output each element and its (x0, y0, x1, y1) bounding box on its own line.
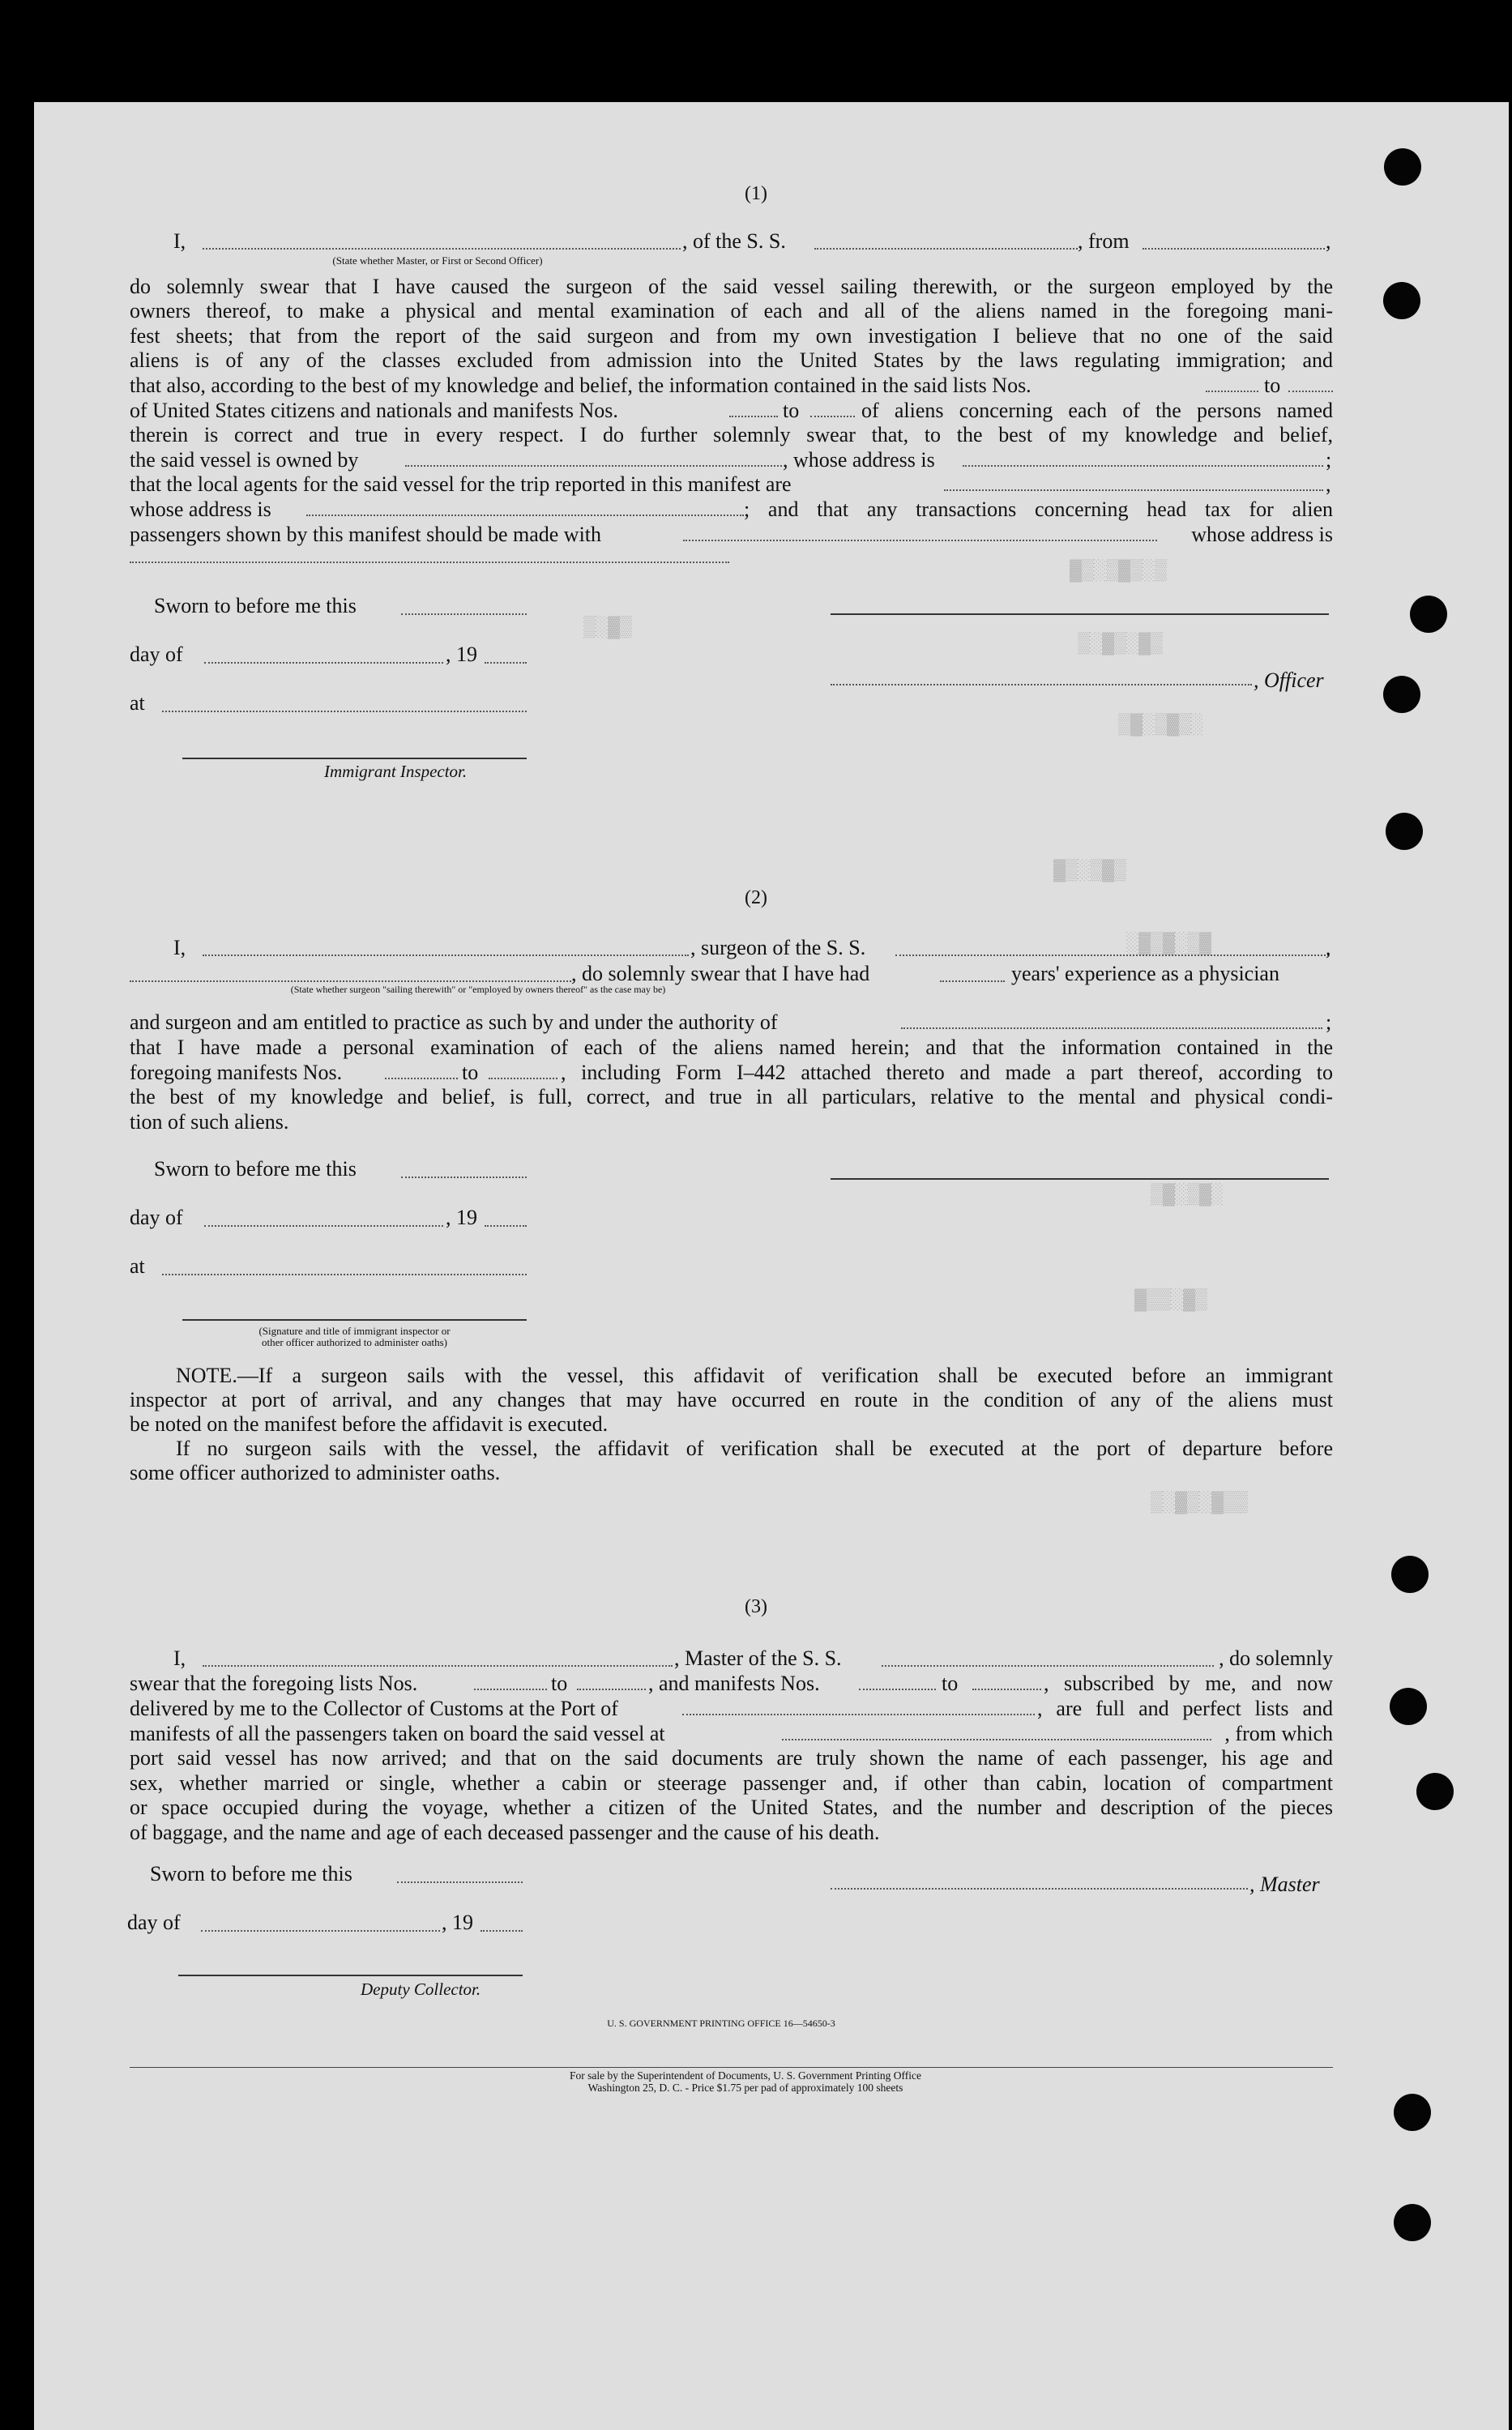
s1-line-5: that also, according to the best of my knowledge and belief, the information contained in the said lists Nos. (130, 374, 1031, 397)
s2-to: to (462, 1061, 479, 1084)
s3-master-label-sig: , Master (1249, 1873, 1320, 1896)
s1-head-tax: ; and that any transactions concerning head tax for alien (744, 498, 1333, 521)
s2-manifests-from-line (385, 1078, 458, 1079)
s2-note-3: be noted on the manifest before the affidavit is executed. (130, 1412, 609, 1436)
s2-including: , including Form I–442 attached thereto and made a part thereof, according to (561, 1061, 1333, 1084)
sale-notice-2: Washington 25, D. C. - Price $1.75 per pad of approximately 100 sheets (587, 2082, 903, 2094)
s2-sworn-line (401, 1177, 527, 1178)
s1-whose-address-2: whose address is (1191, 523, 1333, 546)
s2-sig-note-2: other officer authorized to administer oaths) (262, 1336, 447, 1348)
s3-lists-label: swear that the foregoing lists Nos. (130, 1672, 418, 1695)
s1-lists-from-line (1206, 391, 1258, 392)
s3-vessel-line (882, 1665, 1214, 1667)
s1-day-line (204, 662, 443, 664)
punch-hole (1383, 676, 1420, 713)
punch-hole (1394, 2204, 1431, 2241)
s3-sworn-label: Sworn to before me this (150, 1862, 352, 1885)
s1-at-line (162, 711, 527, 712)
s3-day-line (201, 1930, 440, 1932)
s3-swear-label: , do solemnly (1219, 1646, 1333, 1670)
punch-hole (1391, 1556, 1429, 1593)
s3-master-signature-line (831, 1888, 1248, 1890)
footer-rule (130, 2067, 1333, 2068)
s2-sworn-label: Sworn to before me this (154, 1157, 357, 1181)
s3-manifests-to: to (942, 1672, 959, 1695)
s2-note-5: some officer authorized to administer oaths. (130, 1461, 501, 1484)
s2-note-2: inspector at port of arrival, and any changes that may have occurred en route in the condition of any of the aliens must (130, 1388, 1333, 1411)
s2-note-1: NOTE.—If a surgeon sails with the vessel, this affidavit of verification shall be executed before an immigrant (176, 1364, 1333, 1387)
punch-hole (1384, 148, 1421, 186)
s1-vessel-line (814, 248, 1078, 250)
s3-line-1: port said vessel has now arrived; and that on the said documents are truly shown the name of each passenger, his age and (130, 1746, 1333, 1770)
s2-line-4: the best of my knowledge and belief, is full, correct, and true in all particulars, relative to the mental and physical condi- (130, 1085, 1333, 1108)
section-2-number: (2) (745, 887, 767, 908)
s1-agent-address-line (306, 515, 744, 516)
punch-hole (1383, 282, 1420, 319)
s1-hint: (State whether Master, or First or Second Officer) (332, 254, 543, 267)
section-1-number: (1) (745, 183, 767, 204)
s2-year-label: , 19 (446, 1206, 477, 1229)
section-3-number: (3) (745, 1596, 767, 1617)
s1-line-9: that the local agents for the said vessel for the trip reported in this manifest are (130, 472, 792, 496)
s3-line-2: sex, whether married or single, whether a cabin or steerage passenger and, if other than cabin, location of compartment (130, 1771, 1333, 1795)
s1-semicolon: ; (1326, 448, 1332, 472)
s3-year-line (481, 1930, 523, 1932)
s2-swear-label: , do solemnly swear that I have had (571, 962, 870, 985)
s2-semicolon: ; (1326, 1010, 1332, 1034)
s2-surgeon-signature-line (831, 1178, 1329, 1180)
s1-owner-line (405, 465, 782, 467)
s1-line-3: fest sheets; that from the report of the said surgeon and from my own investigation I believe that no one of the said (130, 324, 1333, 348)
s1-line-1: do solemnly swear that I have caused the surgeon of the said vessel sailing therewith, or the surgeon employed by the (130, 275, 1333, 298)
s1-inspector-label: Immigrant Inspector. (324, 762, 468, 781)
s2-years-label: years' experience as a physician (1011, 962, 1279, 985)
s2-note-4: If no surgeon sails with the vessel, the affidavit of verification shall be executed at the port of departure before (176, 1437, 1333, 1460)
punch-hole (1386, 813, 1423, 850)
s1-line-4: aliens is of any of the classes excluded from admission into the United States by the laws regulating immigration; and (130, 348, 1333, 372)
s2-day-of-label: day of (130, 1206, 183, 1229)
s2-name-line (203, 954, 689, 956)
s1-of-ss-label: , of the S. S. (682, 229, 786, 253)
s1-officer-signature-line (831, 613, 1329, 615)
s2-surgeon-label: , surgeon of the S. S. (690, 936, 866, 959)
s3-full-perfect: , are full and perfect lists and (1037, 1697, 1333, 1720)
s1-lists-to-line (1288, 391, 1333, 392)
s1-from-line (1143, 248, 1325, 250)
s2-i-label: I, (173, 936, 186, 959)
s3-manifests-label: , and manifests Nos. (648, 1672, 820, 1695)
s1-year-label: , 19 (446, 643, 477, 666)
s3-lists-from-line (474, 1689, 547, 1690)
s1-year-line (485, 662, 527, 664)
s2-at-line (162, 1274, 527, 1275)
s1-manifests-from-line (729, 416, 778, 417)
s2-hint: (State whether surgeon "sailing therewith" or "employed by owners thereof" as the case may be) (290, 984, 666, 995)
s1-comma-2: , (1326, 472, 1331, 496)
s1-from-label: , from (1078, 229, 1130, 253)
s1-line-8: the said vessel is owned by (130, 448, 359, 472)
s1-manifests-to-line (810, 416, 855, 417)
s1-officer-title-line (831, 684, 1252, 685)
s1-inspector-signature-line (182, 758, 527, 759)
s2-years-line (940, 980, 1005, 982)
s2-sig-note-1: (Signature and title of immigrant inspector or (258, 1325, 451, 1337)
s1-day-of-label: day of (130, 643, 183, 666)
s3-manifests-to-line (972, 1689, 1041, 1690)
s3-day-of-label: day of (127, 1911, 181, 1934)
s1-line-2: owners thereof, to make a physical and mental examination of each and all of the aliens named in the foregoing mani- (130, 299, 1333, 322)
s2-at-label: at (130, 1254, 145, 1278)
s3-line-4: of baggage, and the name and age of each deceased passenger and the cause of his death. (130, 1821, 880, 1844)
s3-lists-to-line (577, 1689, 646, 1690)
s1-officer-label: , Officer (1254, 668, 1324, 692)
s1-line-11: passengers shown by this manifest should be made with (130, 523, 602, 546)
s3-name-line (203, 1665, 673, 1667)
s2-capacity-line (130, 980, 571, 982)
s2-line-5: tion of such aliens. (130, 1110, 289, 1134)
s1-sworn-label: Sworn to before me this (154, 594, 357, 617)
s1-lists-to: to (1264, 374, 1281, 397)
s3-master-label: , Master of the S. S. (674, 1646, 842, 1670)
s3-i-label: I, (173, 1646, 186, 1670)
s1-agents-line (944, 489, 1323, 491)
s3-delivered-label: delivered by me to the Collector of Customs at the Port of (130, 1697, 618, 1720)
s1-whose-address: , whose address is (783, 448, 935, 472)
s2-comma: , (1326, 936, 1331, 959)
s2-line-1: and surgeon and am entitled to practice as such by and under the authority of (130, 1010, 778, 1034)
s2-day-line (204, 1225, 443, 1227)
s1-line-10: whose address is (130, 498, 271, 521)
s2-vessel-line (895, 954, 1329, 956)
gpo-imprint: U. S. GOVERNMENT PRINTING OFFICE 16—54650-3 (607, 2018, 835, 2029)
s1-name-line (203, 248, 681, 250)
s1-line-6: of United States citizens and nationals and manifests Nos. (130, 399, 618, 422)
s3-port-line (682, 1714, 1035, 1715)
punch-hole (1390, 1688, 1427, 1725)
s3-year-label: , 19 (442, 1911, 473, 1934)
s2-line-2: that I have made a personal examination of each of the aliens named herein; and that the information contained in the (130, 1036, 1333, 1059)
s1-owner-address-line (963, 465, 1323, 467)
s2-line-3: foregoing manifests Nos. (130, 1061, 343, 1084)
s2-manifests-to-line (489, 1078, 557, 1079)
sale-notice-1: For sale by the Superintendent of Documents, U. S. Government Printing Office (570, 2069, 921, 2082)
s1-i-label: I, (173, 229, 186, 253)
s1-aliens-text: of aliens concerning each of the persons named (861, 399, 1333, 422)
punch-hole (1394, 2094, 1431, 2131)
s1-sworn-line (401, 613, 527, 615)
s2-inspector-signature-line (182, 1319, 527, 1321)
s3-from-which: , from which (1224, 1722, 1333, 1745)
s3-collector-signature-line (178, 1975, 523, 1976)
s1-line-7: therein is correct and true in every respect. I do further solemnly swear that, to the best of my knowledge and belief, (130, 423, 1333, 446)
s3-collector-label: Deputy Collector. (361, 1979, 481, 1999)
s3-subscribed: , subscribed by me, and now (1044, 1672, 1333, 1695)
punch-hole (1410, 596, 1447, 633)
s1-at-label: at (130, 691, 145, 715)
s1-comma: , (1326, 229, 1331, 253)
s1-head-tax-address-line (130, 562, 729, 563)
s2-year-line (485, 1225, 527, 1227)
s3-line-3: or space occupied during the voyage, whether a citizen of the United States, and the number and description of the pieces (130, 1796, 1333, 1819)
s3-manifests-all: manifests of all the passengers taken on board the said vessel at (130, 1722, 665, 1745)
s3-sworn-line (397, 1881, 523, 1883)
s3-departure-line (782, 1739, 1211, 1740)
punch-hole (1416, 1773, 1454, 1810)
s2-authority-line (901, 1027, 1322, 1029)
s1-manifests-to: to (783, 399, 800, 422)
s3-manifests-from-line (859, 1689, 936, 1690)
s1-head-tax-agent-line (683, 540, 1157, 541)
s3-lists-to: to (551, 1672, 568, 1695)
